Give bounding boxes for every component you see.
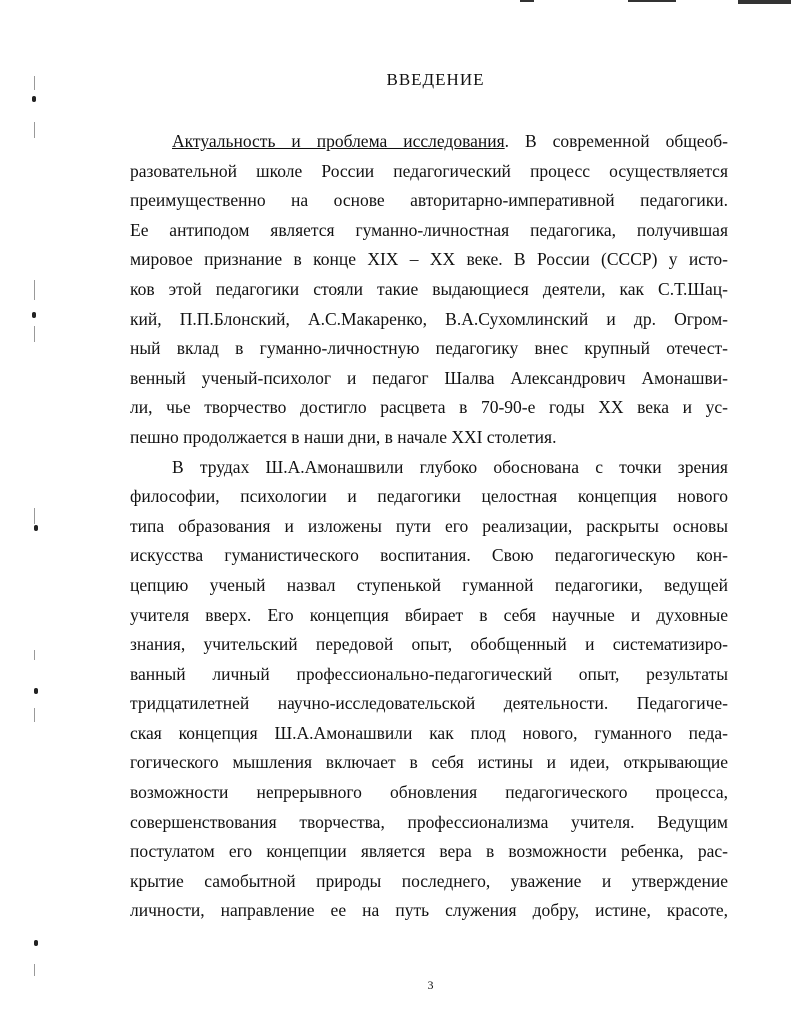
paragraph-1-line-10: ли, чье творчество достигло расцвета в 70-90-е годы XX века и ус- xyxy=(130,397,728,418)
scan-artifact-left-13 xyxy=(34,964,35,976)
paragraph-1-line-7: кий, П.П.Блонский, А.С.Макаренко, В.А.Сухомлинский и др. Огром- xyxy=(130,308,728,329)
paragraph-2-line-14: постулатом его концепции является вера в возможности ребенка, рас- xyxy=(130,841,728,862)
paragraph-2-line-10: ская концепция Ш.А.Амонашвили как плод нового, гуманного педа- xyxy=(130,722,728,743)
page-number: 3 xyxy=(427,978,434,992)
paragraph-1-line-11: пешно продолжается в наши дни, в начале XXI столетия. xyxy=(130,426,557,447)
scan-artifact-left-9 xyxy=(34,650,35,660)
paragraph-1-line-5: мировое признание в конце XIX – XX веке. В России (СССР) у исто- xyxy=(130,249,728,270)
paragraph-1-line-6: ков этой педагогики стояли такие выдающиеся деятели, как С.Т.Шац- xyxy=(130,278,728,299)
scan-artifact-left-12 xyxy=(34,940,38,946)
paragraph-1-line-2: разовательной школе России педагогический процесс осуществляется xyxy=(130,160,728,181)
paragraph-2-line-9: тридцатилетней научно-исследовательской деятельности. Педагогиче- xyxy=(130,693,728,714)
scan-artifact-left-10 xyxy=(34,688,38,694)
scan-artifact-top-2 xyxy=(628,0,676,2)
section-heading-inline: Актуальность и проблема исследования xyxy=(172,131,505,151)
paragraph-2-line-12: возможности непрерывного обновления педагогического процесса, xyxy=(130,782,728,803)
body-text xyxy=(130,127,728,926)
paragraph-2-line-15: крытие самобытной природы последнего, уважение и утверждение xyxy=(130,870,728,891)
paragraph-2-line-4: искусства гуманистического воспитания. Свою педагогическую кон- xyxy=(130,545,728,566)
scan-artifact-left-2 xyxy=(32,96,36,102)
paragraph-2-line-2: философии, психологии и педагогики целостная концепция нового xyxy=(130,486,728,507)
paragraph-2-line-6: учителя вверх. Его концепция вбирает в себя научные и духовные xyxy=(130,604,728,625)
scan-artifact-left-3 xyxy=(34,122,35,138)
scan-artifact-top-1 xyxy=(520,0,534,2)
paragraph-1-line-1-rest: . В современной общеоб- xyxy=(504,131,728,151)
scan-artifact-left-6 xyxy=(34,326,35,342)
paragraph-1-line-4: Ее антиподом является гуманно-личностная педагогика, получившая xyxy=(130,219,728,240)
paragraph-2-line-5: цепцию ученый назвал ступенькой гуманной педагогики, ведущей xyxy=(130,574,728,595)
paragraph-1-line-1 xyxy=(130,127,728,157)
paragraph-2-line-13: совершенствования творчества, профессионализма учителя. Ведущим xyxy=(130,811,728,832)
page-title: ВВЕДЕНИЕ xyxy=(386,70,485,89)
paragraph-2-line-8: ванный личный профессионально-педагогический опыт, результаты xyxy=(130,663,728,684)
paragraph-2-line-11: гогического мышления включает в себя истины и идеи, открывающие xyxy=(130,752,728,773)
paragraph-2-line-3: типа образования и изложены пути его реализации, раскрыты основы xyxy=(130,515,728,536)
scan-artifact-top-3 xyxy=(738,0,791,4)
paragraph-2-line-7: знания, учительский передовой опыт, обобщенный и систематизиро- xyxy=(130,634,728,655)
paragraph-2-line-1: В трудах Ш.А.Амонашвили глубоко обоснована с точки зрения xyxy=(172,456,728,477)
scan-artifact-left-4 xyxy=(34,280,35,300)
paragraph-1-line-9: венный ученый-психолог и педагог Шалва Александрович Амонашви- xyxy=(130,367,728,388)
scan-artifact-left-5 xyxy=(32,312,36,318)
scan-artifact-left-8 xyxy=(34,525,38,531)
scan-artifact-left-7 xyxy=(34,508,35,524)
scan-artifact-left-11 xyxy=(34,708,35,722)
paragraph-1-line-8: ный вклад в гуманно-личностную педагогику внес крупный отечест- xyxy=(130,338,728,359)
paragraph-1-line-3: преимущественно на основе авторитарно-императивной педагогики. xyxy=(130,190,728,211)
paragraph-2-line-16: личности, направление ее на путь служения добру, истине, красоте, xyxy=(130,900,728,921)
